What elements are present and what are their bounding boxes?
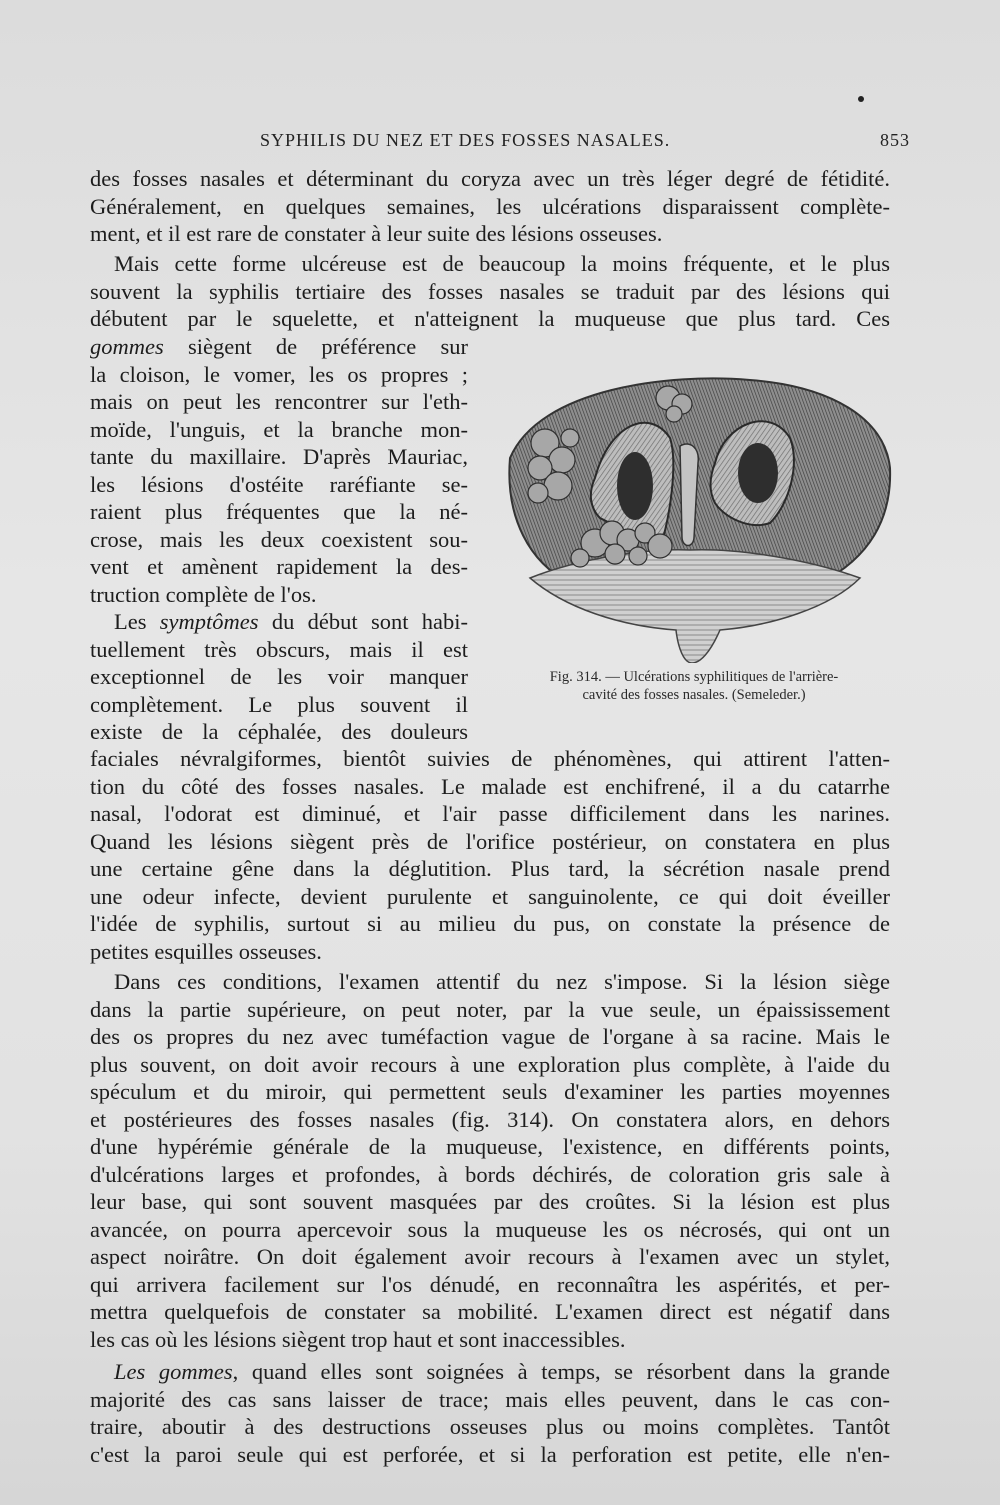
figure-314: [488, 368, 900, 708]
text-line: Les symptômes du début sont habi-: [114, 609, 468, 634]
text-line: spéculum et du miroir, qui permettent seuls d'examiner les parties moyennes: [90, 1079, 890, 1104]
text-line: exceptionnel de les voir manquer: [90, 664, 468, 689]
text-line: crose, mais les deux coexistent sou-: [90, 526, 468, 552]
text-line: avancée, on pourra apercevoir sous la muqueuse les os nécrosés, qui ont un: [90, 1216, 890, 1242]
text-line: une odeur infecte, devient purulente et sanguinolente, ce qui doit éveiller: [90, 883, 890, 909]
text-line: tante du maxillaire. D'après Mauriac,: [90, 444, 468, 469]
text-line: raient plus fréquentes que la né-: [90, 499, 468, 524]
italic-term: symptômes: [159, 609, 259, 634]
caption-line: cavité des fosses nasales. (Semeleder.): [582, 687, 806, 703]
text-line: tuellement très obscurs, mais il est: [90, 636, 468, 662]
text-line: existe de la céphalée, des douleurs: [90, 719, 468, 744]
text-line: complètement. Le plus souvent il: [90, 691, 468, 717]
figure-caption: [488, 668, 900, 704]
text-line: leur base, qui sont souvent masquées par des croûtes. Si la lésion est plus: [90, 1189, 890, 1214]
text-line: petites esquilles osseuses.: [90, 938, 322, 964]
text-line: souvent la syphilis tertiaire des fosses nasales se traduit par des lésions qui: [90, 278, 890, 304]
text-line: truction complète de l'os.: [90, 581, 317, 607]
text-line: tion du côté des fosses nasales. Le malade est enchifrené, il a du catarrhe: [90, 773, 890, 799]
text-line: débutent par le squelette, et n'atteignent la muqueuse que plus tard. Ces: [90, 306, 890, 331]
text-line: Les gommes, quand elles sont soignées à temps, se résorbent dans la grande: [114, 1359, 890, 1384]
text-line: des fosses nasales et déterminant du coryza avec un très léger degré de fétidité.: [90, 166, 890, 191]
text-line: la cloison, le vomer, les os propres ;: [90, 361, 468, 387]
italic-term: gommes: [90, 334, 164, 359]
text-line: mais on peut les rencontrer sur l'eth-: [90, 389, 468, 414]
text-line: d'ulcérations larges et profondes, à bords déchirés, de coloration gris sale à: [90, 1161, 890, 1187]
paragraph-4: [90, 968, 890, 1353]
text-line: d'une hypérémie générale de la muqueuse, l'existence, en différents points,: [90, 1134, 890, 1159]
text-line: Quand les lésions siègent près de l'orifice postérieur, on constatera en plus: [90, 828, 890, 854]
text-line: Généralement, en quelques semaines, les ulcérations disparaissent complète-: [90, 193, 890, 219]
text-line: nasal, l'odorat est diminué, et l'air passe difficilement dans les narines.: [90, 801, 890, 826]
text-line: moïde, l'unguis, et la branche mon-: [90, 416, 468, 442]
text-line: Dans ces conditions, l'examen attentif du nez s'impose. Si la lésion siège: [114, 969, 890, 994]
engraving-illustration: [500, 368, 892, 663]
text-line: faciales névralgiformes, bientôt suivies de phénomènes, qui attirent l'atten-: [90, 746, 890, 771]
text-line: les lésions d'ostéite raréfiante se-: [90, 471, 468, 497]
italic-term: Les gommes: [114, 1359, 233, 1384]
text-line: traire, aboutir à des destructions osseuses plus ou moins complètes. Tantôt: [90, 1414, 890, 1439]
running-head: [90, 130, 910, 160]
text-line: ment, et il est rare de constater à leur suite des lésions osseuses.: [90, 221, 663, 246]
text-line: dans la partie supérieure, on peut noter, par la vue seule, un épaississement: [90, 996, 890, 1022]
text-line: des os propres du nez avec tuméfaction vague de l'organe à sa racine. Mais le: [90, 1024, 890, 1049]
text-line: les cas où les lésions siègent trop haut et sont inaccessibles.: [90, 1326, 626, 1352]
paragraph-3: [90, 745, 890, 965]
text-line: gommes siègent de préférence sur: [90, 334, 468, 359]
text-line: Mais cette forme ulcéreuse est de beaucoup la moins fréquente, et le plus: [114, 251, 890, 276]
text-line: plus souvent, on doit avoir recours à une exploration plus complète, à l'aide du: [90, 1051, 890, 1077]
text-line: aspect noirâtre. On doit également avoir recours à l'examen avec un stylet,: [90, 1244, 890, 1269]
text-line: une certaine gêne dans la déglutition. Plus tard, la sécrétion nasale prend: [90, 856, 890, 881]
caption-line: Fig. 314. — Ulcérations syphilitiques de l'arrière-: [549, 669, 839, 685]
text-line: mettra quelquefois de constater sa mobilité. L'examen direct est négatif dans: [90, 1299, 890, 1324]
paragraph-2: [90, 250, 890, 333]
text-line: c'est la paroi seule qui est perforée, et si la perforation est petite, elle n'en-: [90, 1441, 890, 1467]
paragraph-2-narrow: [90, 333, 468, 608]
text-line: qui arrivera facilement sur l'os dénudé, en reconnaîtra les aspérités, et per-: [90, 1271, 890, 1297]
text-line: et postérieures des fosses nasales (fig. 314). On constatera alors, en dehors: [90, 1106, 890, 1132]
paragraph-1: [90, 165, 890, 248]
text-line: majorité des cas sans laisser de trace; mais elles peuvent, dans le cas con-: [90, 1386, 890, 1412]
paragraph-3-narrow: [90, 608, 468, 746]
ink-speck: [858, 96, 864, 102]
text-line: vent et amènent rapidement la des-: [90, 554, 468, 579]
running-title: SYPHILIS DU NEZ ET DES FOSSES NASALES.: [260, 130, 671, 150]
page-number: 853: [880, 130, 910, 150]
text-line: l'idée de syphilis, surtout si au milieu du pus, on constate la présence de: [90, 911, 890, 936]
paragraph-5: [90, 1358, 890, 1468]
